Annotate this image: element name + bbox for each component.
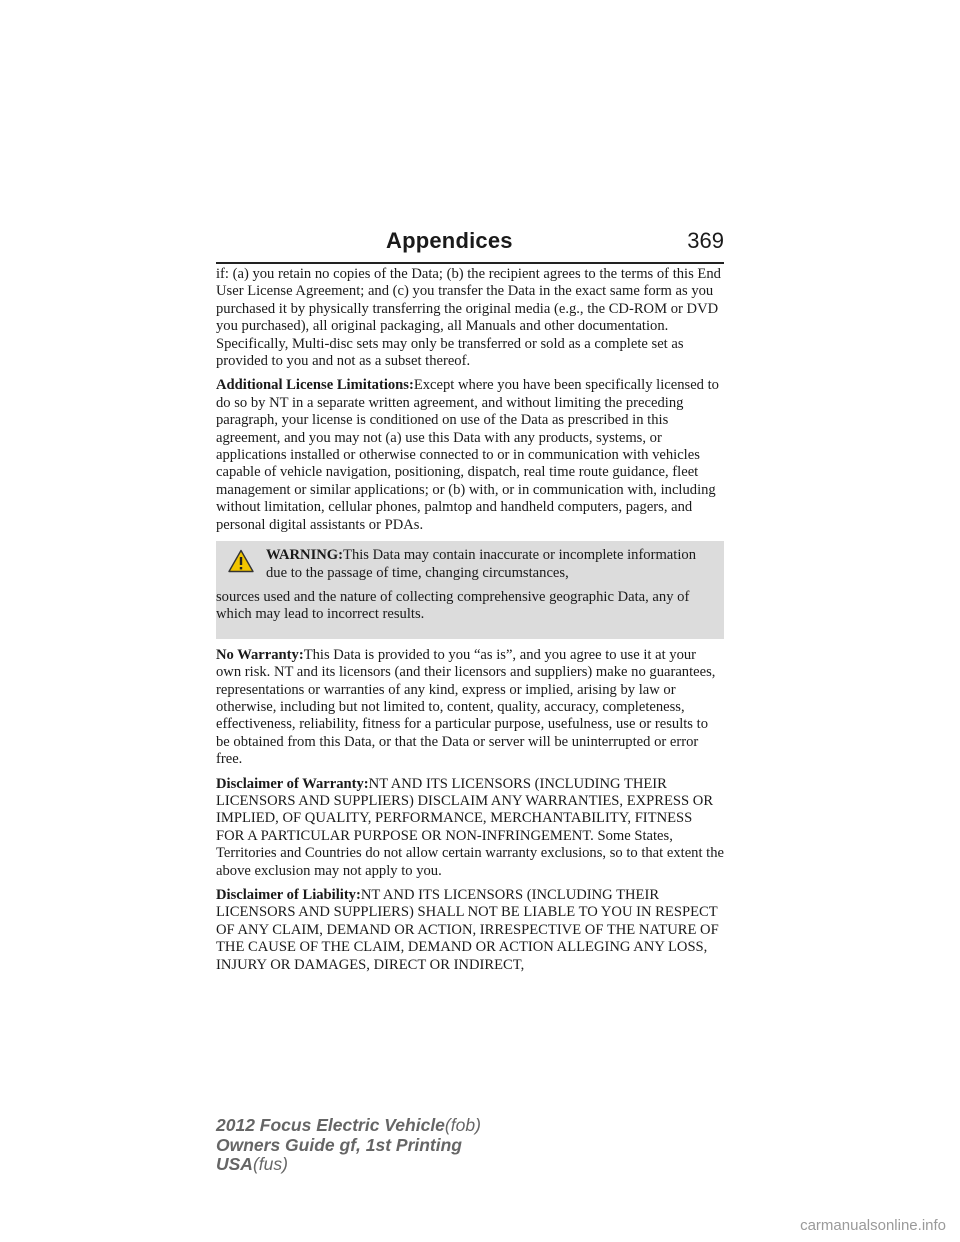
paragraph-text: if: (a) you retain no copies of the Data; (b) the recipient agrees to the terms of this End User License Agreement; and (c) you transfer the Data in the exact same form as you purchased it by physically transferring the original media (e.g., the CD-ROM or DVD you purchased), all original packaging, all Manuals and other documentation. Specifically, Multi-disc sets may only be transferred or sold as a complete set as provided to you and not as a subset thereof. <box>216 266 721 370</box>
paragraph-lead: Additional License Limitations: <box>216 377 414 394</box>
paragraph-additional-license <box>216 377 724 534</box>
header-rule <box>216 262 724 264</box>
page-number: 369 <box>687 228 724 253</box>
page-footer <box>216 1116 481 1175</box>
site-watermark: carmanualsonline.info <box>800 1217 946 1234</box>
paragraph-lead: Disclaimer of Warranty: <box>216 775 369 792</box>
warning-triangle-icon <box>228 549 254 573</box>
footer-vehicle: 2012 Focus Electric Vehicle <box>216 1115 445 1135</box>
footer-market: USA <box>216 1154 253 1174</box>
page-body <box>216 266 724 981</box>
warning-text: This Data may contain inaccurate or incomplete information due to the passage of time, changing circumstances, <box>266 547 696 581</box>
paragraph-transfer <box>216 266 724 370</box>
warning-box <box>216 541 724 639</box>
warning-text-rest: sources used and the nature of collecting comprehensive geographic Data, any of which may lead to incorrect results. <box>216 588 690 623</box>
paragraph-lead: Disclaimer of Liability: <box>216 887 361 903</box>
paragraph-no-warranty <box>216 647 724 769</box>
section-title: Appendices <box>386 228 513 253</box>
paragraph-text: NT AND ITS LICENSORS (INCLUDING THEIR LICENSORS AND SUPPLIERS) SHALL NOT BE LIABLE TO YOU IN RESPECT OF ANY CLAIM, DEMAND OR ACTION, IRRESPECTIVE OF THE NATURE OF THE CAUSE OF THE CLAIM, DEMAND OR ACTION ALLEGING ANY LOSS, INJURY OR DAMAGES, DIRECT OR INDIRECT, <box>216 887 719 973</box>
paragraph-lead: No Warranty: <box>216 646 304 663</box>
warning-text-first <box>216 547 716 582</box>
paragraph-disclaimer-liability <box>216 887 724 974</box>
footer-line-1 <box>216 1116 481 1136</box>
footer-market-code: (fus) <box>252 1154 288 1174</box>
footer-vehicle-code: (fob) <box>444 1115 481 1135</box>
warning-lead: WARNING: <box>266 547 344 564</box>
paragraph-text: NT AND ITS LICENSORS (INCLUDING THEIR LICENSORS AND SUPPLIERS) DISCLAIM ANY WARRANTIES, EXPRESS OR IMPLIED, OF QUALITY, PERFORMANCE, MERCHANTABILITY, FITNESS FOR A PARTICULAR PURPOSE OR NON-INFRINGEMENT. Some States, Territories and Countries do not allow certain warranty exclusions, so to that extent the above exclusion may not apply to you. <box>216 775 725 879</box>
footer-line-3 <box>216 1155 481 1175</box>
paragraph-text: This Data is provided to you “as is”, and you agree to use it at your own risk. NT and its licensors (and their licensors and suppliers) make no guarantees, representations or warranties of any kind, express or implied, arising by law or otherwise, including but not limited to, content, quality, accuracy, completeness, effectiveness, reliability, fitness for a particular purpose, usefulness, use or results to be obtained from this Data, or that the Data or server will be uninterrupted or error free. <box>216 646 716 768</box>
paragraph-disclaimer-warranty <box>216 776 724 880</box>
page-header <box>216 226 724 262</box>
paragraph-text: Except where you have been specifically licensed to do so by NT in a separate written agreement, and without limiting the preceding paragraph, your license is conditioned on use of the Data as prescribed in this agreement, and you may not (a) use this Data with any products, systems, or applications installed or otherwise connected to or in communication with vehicles capable of vehicle navigation, positioning, dispatch, real time route guidance, fleet management or similar applications; or (b) with, or in communication with, including without limitation, cellular phones, palmtop and handheld computers, pagers, and personal digital assistants or PDAs. <box>216 377 719 533</box>
footer-line-2: Owners Guide gf, 1st Printing <box>216 1134 462 1155</box>
